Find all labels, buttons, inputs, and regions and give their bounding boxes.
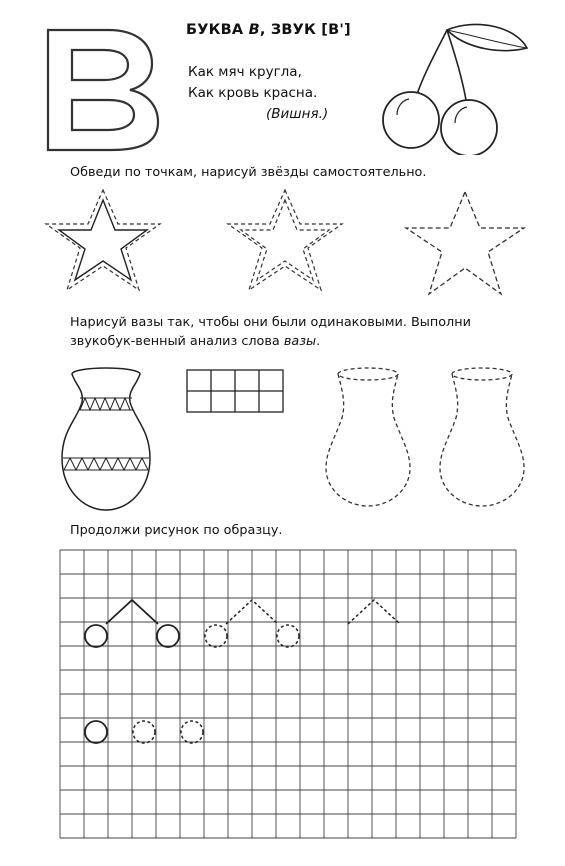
task-2-word: вазы xyxy=(283,334,317,349)
vase-sample xyxy=(62,368,150,510)
pattern-row-2-dashed xyxy=(133,721,203,743)
riddle xyxy=(188,62,328,125)
riddle-line: Как мяч кругла, xyxy=(188,64,302,80)
task-1-text: Обведи по точкам, нарисуй звёзды самостоятельно. xyxy=(70,165,427,180)
star-dashed-single-outline xyxy=(406,192,524,294)
task-2-text-end: . xyxy=(316,334,321,349)
cherry-fruit xyxy=(441,100,497,155)
riddle-answer: (Вишня.) xyxy=(266,106,329,122)
stars-row xyxy=(40,186,530,304)
task-2-text xyxy=(70,313,530,351)
star-solid-with-dashed-outline xyxy=(46,190,160,290)
vase-dashed-outline xyxy=(326,368,410,506)
cherry-leaf xyxy=(447,24,527,50)
page-title xyxy=(186,22,396,38)
star-dashed-double-outline xyxy=(228,190,342,290)
vases-row xyxy=(50,360,540,520)
cherry-fruit xyxy=(383,92,439,148)
cherry-illustration xyxy=(375,20,555,155)
big-letter-v xyxy=(42,26,162,154)
title-suffix: , ЗВУК [В'] xyxy=(259,22,351,38)
task-2-text-main: Нарисуй вазы так, чтобы они были одинаковыми. Выполни звукобук-венный анализ слова xyxy=(70,315,471,349)
cherry-stem xyxy=(415,30,447,100)
title-letter: В xyxy=(248,22,260,38)
title-prefix: БУКВА xyxy=(186,22,249,38)
pattern-dashed-copy xyxy=(205,600,400,647)
grid-pattern-circles-with-roof xyxy=(58,548,528,848)
sound-letter-scheme-grid xyxy=(187,370,283,412)
task-3-text: Продолжи рисунок по образцу. xyxy=(70,523,283,538)
riddle-line: Как кровь красна. xyxy=(188,85,318,101)
vase-dashed-outline xyxy=(440,368,524,506)
pattern-row-2 xyxy=(85,721,107,743)
